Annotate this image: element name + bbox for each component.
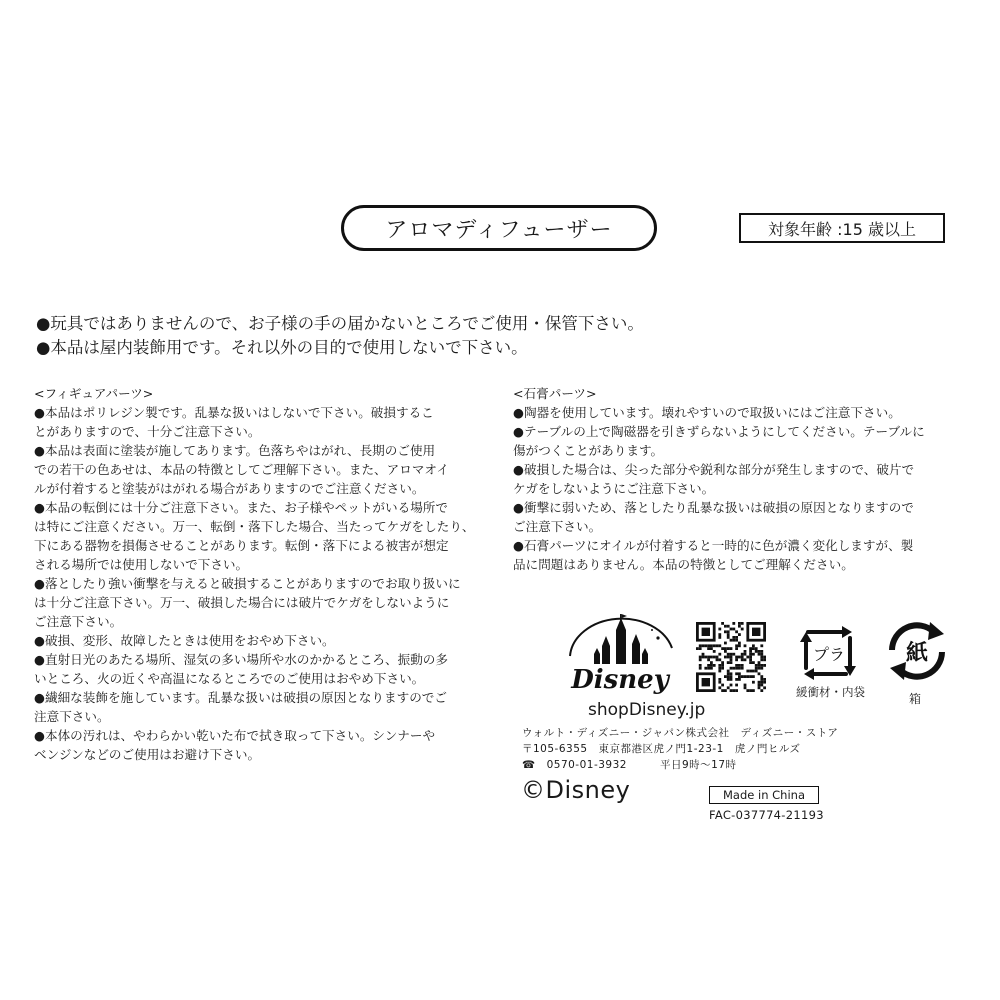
recycle-paper-label: 紙: [905, 641, 929, 666]
notice-line: いところ、火の近くや高温になるところでのご使用はおやめ下さい。: [34, 671, 425, 686]
recycle-plastic-caption: 緩衝材・内袋: [796, 685, 865, 699]
notice-line: ●テーブルの上で陶磁器を引きずらないようにしてください。テーブルに: [513, 424, 925, 439]
notice-line: 傷がつくことがあります。: [513, 443, 664, 458]
qr-code-icon[interactable]: [696, 622, 766, 692]
recycle-paper-caption: 箱: [909, 692, 922, 706]
notice-line: ご注意下さい。: [513, 519, 602, 534]
general-warning-1: ●玩具ではありませんので、お子様の手の届かないところでご使用・保管下さい。: [36, 314, 644, 333]
shop-site: shopDisney.jp: [588, 700, 706, 720]
section-heading: <石膏パーツ>: [513, 386, 597, 401]
company-name: ウォルト・ディズニー・ジャパン株式会社 ディズニー・ストア: [522, 727, 839, 739]
copyright: ©Disney: [521, 776, 631, 804]
product-code: FAC-037774-21193: [709, 808, 824, 822]
notice-line: ルが付着すると塗装がはがれる場合がありますのでご注意ください。: [34, 481, 425, 496]
plaster-parts-section: [513, 384, 963, 574]
notice-line: ベンジンなどのご使用はお避け下さい。: [34, 747, 261, 762]
notice-line: 下にある器物を損傷させることがあります。転倒・落下による被害が想定: [34, 538, 449, 553]
notice-line: ●直射日光のあたる場所、湿気の多い場所や水のかかるところ、振動の多: [34, 652, 448, 667]
notice-line: は特にご注意ください。万一、転倒・落下した場合、当たってケガをしたり、: [34, 519, 475, 534]
notice-line: ●破損、変形、故障したときは使用をおやめ下さい。: [34, 633, 335, 648]
notice-line: ●本体の汚れは、やわらかい乾いた布で拭き取って下さい。シンナーや: [34, 728, 436, 743]
notice-line: ご注意下さい。: [34, 614, 123, 629]
notice-line: 注意下さい。: [34, 709, 110, 724]
figure-parts-section: [34, 384, 474, 764]
made-in-text: Made in China: [723, 788, 805, 802]
age-rating: 対象年齢 :15 歳以上: [768, 219, 916, 239]
made-in-badge: [709, 786, 819, 804]
recycle-plastic-label: プラ: [812, 645, 846, 664]
age-rating-box: [739, 213, 945, 243]
notice-line: ●陶器を使用しています。壊れやすいので取扱いにはご注意下さい。: [513, 405, 901, 420]
notice-line: ●石膏パーツにオイルが付着すると一時的に色が濃く変化しますが、製: [513, 538, 914, 553]
notice-line: 品に問題はありません。本品の特徴としてご理解ください。: [513, 557, 854, 572]
notice-line: ケガをしないようにご注意下さい。: [513, 481, 715, 496]
company-address: 〒105-6355 東京都港区虎ノ門1-23-1 虎ノ門ヒルズ: [522, 743, 801, 755]
recycle-paper-icon: [882, 620, 952, 682]
notice-line: ●衝撃に弱いため、落としたり乱暴な扱いは破損の原因となりますので: [513, 500, 914, 515]
section-heading: <フィギュアパーツ>: [34, 386, 154, 401]
notice-line: とがありますので、十分ご注意下さい。: [34, 424, 261, 439]
notice-line: ●落としたり強い衝撃を与えると破損することがありますのでお取り扱いに: [34, 576, 461, 591]
company-phone: ☎ 0570-01-3932 平日9時～17時: [522, 759, 737, 771]
product-title-badge: [341, 205, 657, 251]
general-warning-2: ●本品は屋内装飾用です。それ以外の目的で使用しないで下さい。: [36, 338, 528, 357]
brand-wordmark: Disney: [571, 665, 669, 695]
notice-line: は十分ご注意下さい。万一、破損した場合には破片でケガをしないように: [34, 595, 450, 610]
product-title: アロマディフューザー: [385, 217, 613, 243]
castle-logo-icon: [560, 608, 680, 698]
notice-line: される場所では使用しないで下さい。: [34, 557, 249, 572]
notice-line: ●本品の転倒には十分ご注意下さい。また、お子様やペットがいる場所で: [34, 500, 448, 515]
notice-line: ●本品は表面に塗装が施してあります。色落ちやはがれ、長期のご使用: [34, 443, 436, 458]
notice-line: ●繊細な装飾を施しています。乱暴な扱いは破損の原因となりますのでご: [34, 690, 447, 705]
notice-line: での若干の色あせは、本品の特徴としてご理解下さい。また、アロマオイ: [34, 462, 449, 477]
recycle-plastic-icon: [796, 626, 862, 680]
notice-line: ●破損した場合は、尖った部分や鋭利な部分が発生しますので、破片で: [513, 462, 915, 477]
notice-line: ●本品はポリレジン製です。乱暴な扱いはしないで下さい。破損するこ: [34, 405, 434, 420]
